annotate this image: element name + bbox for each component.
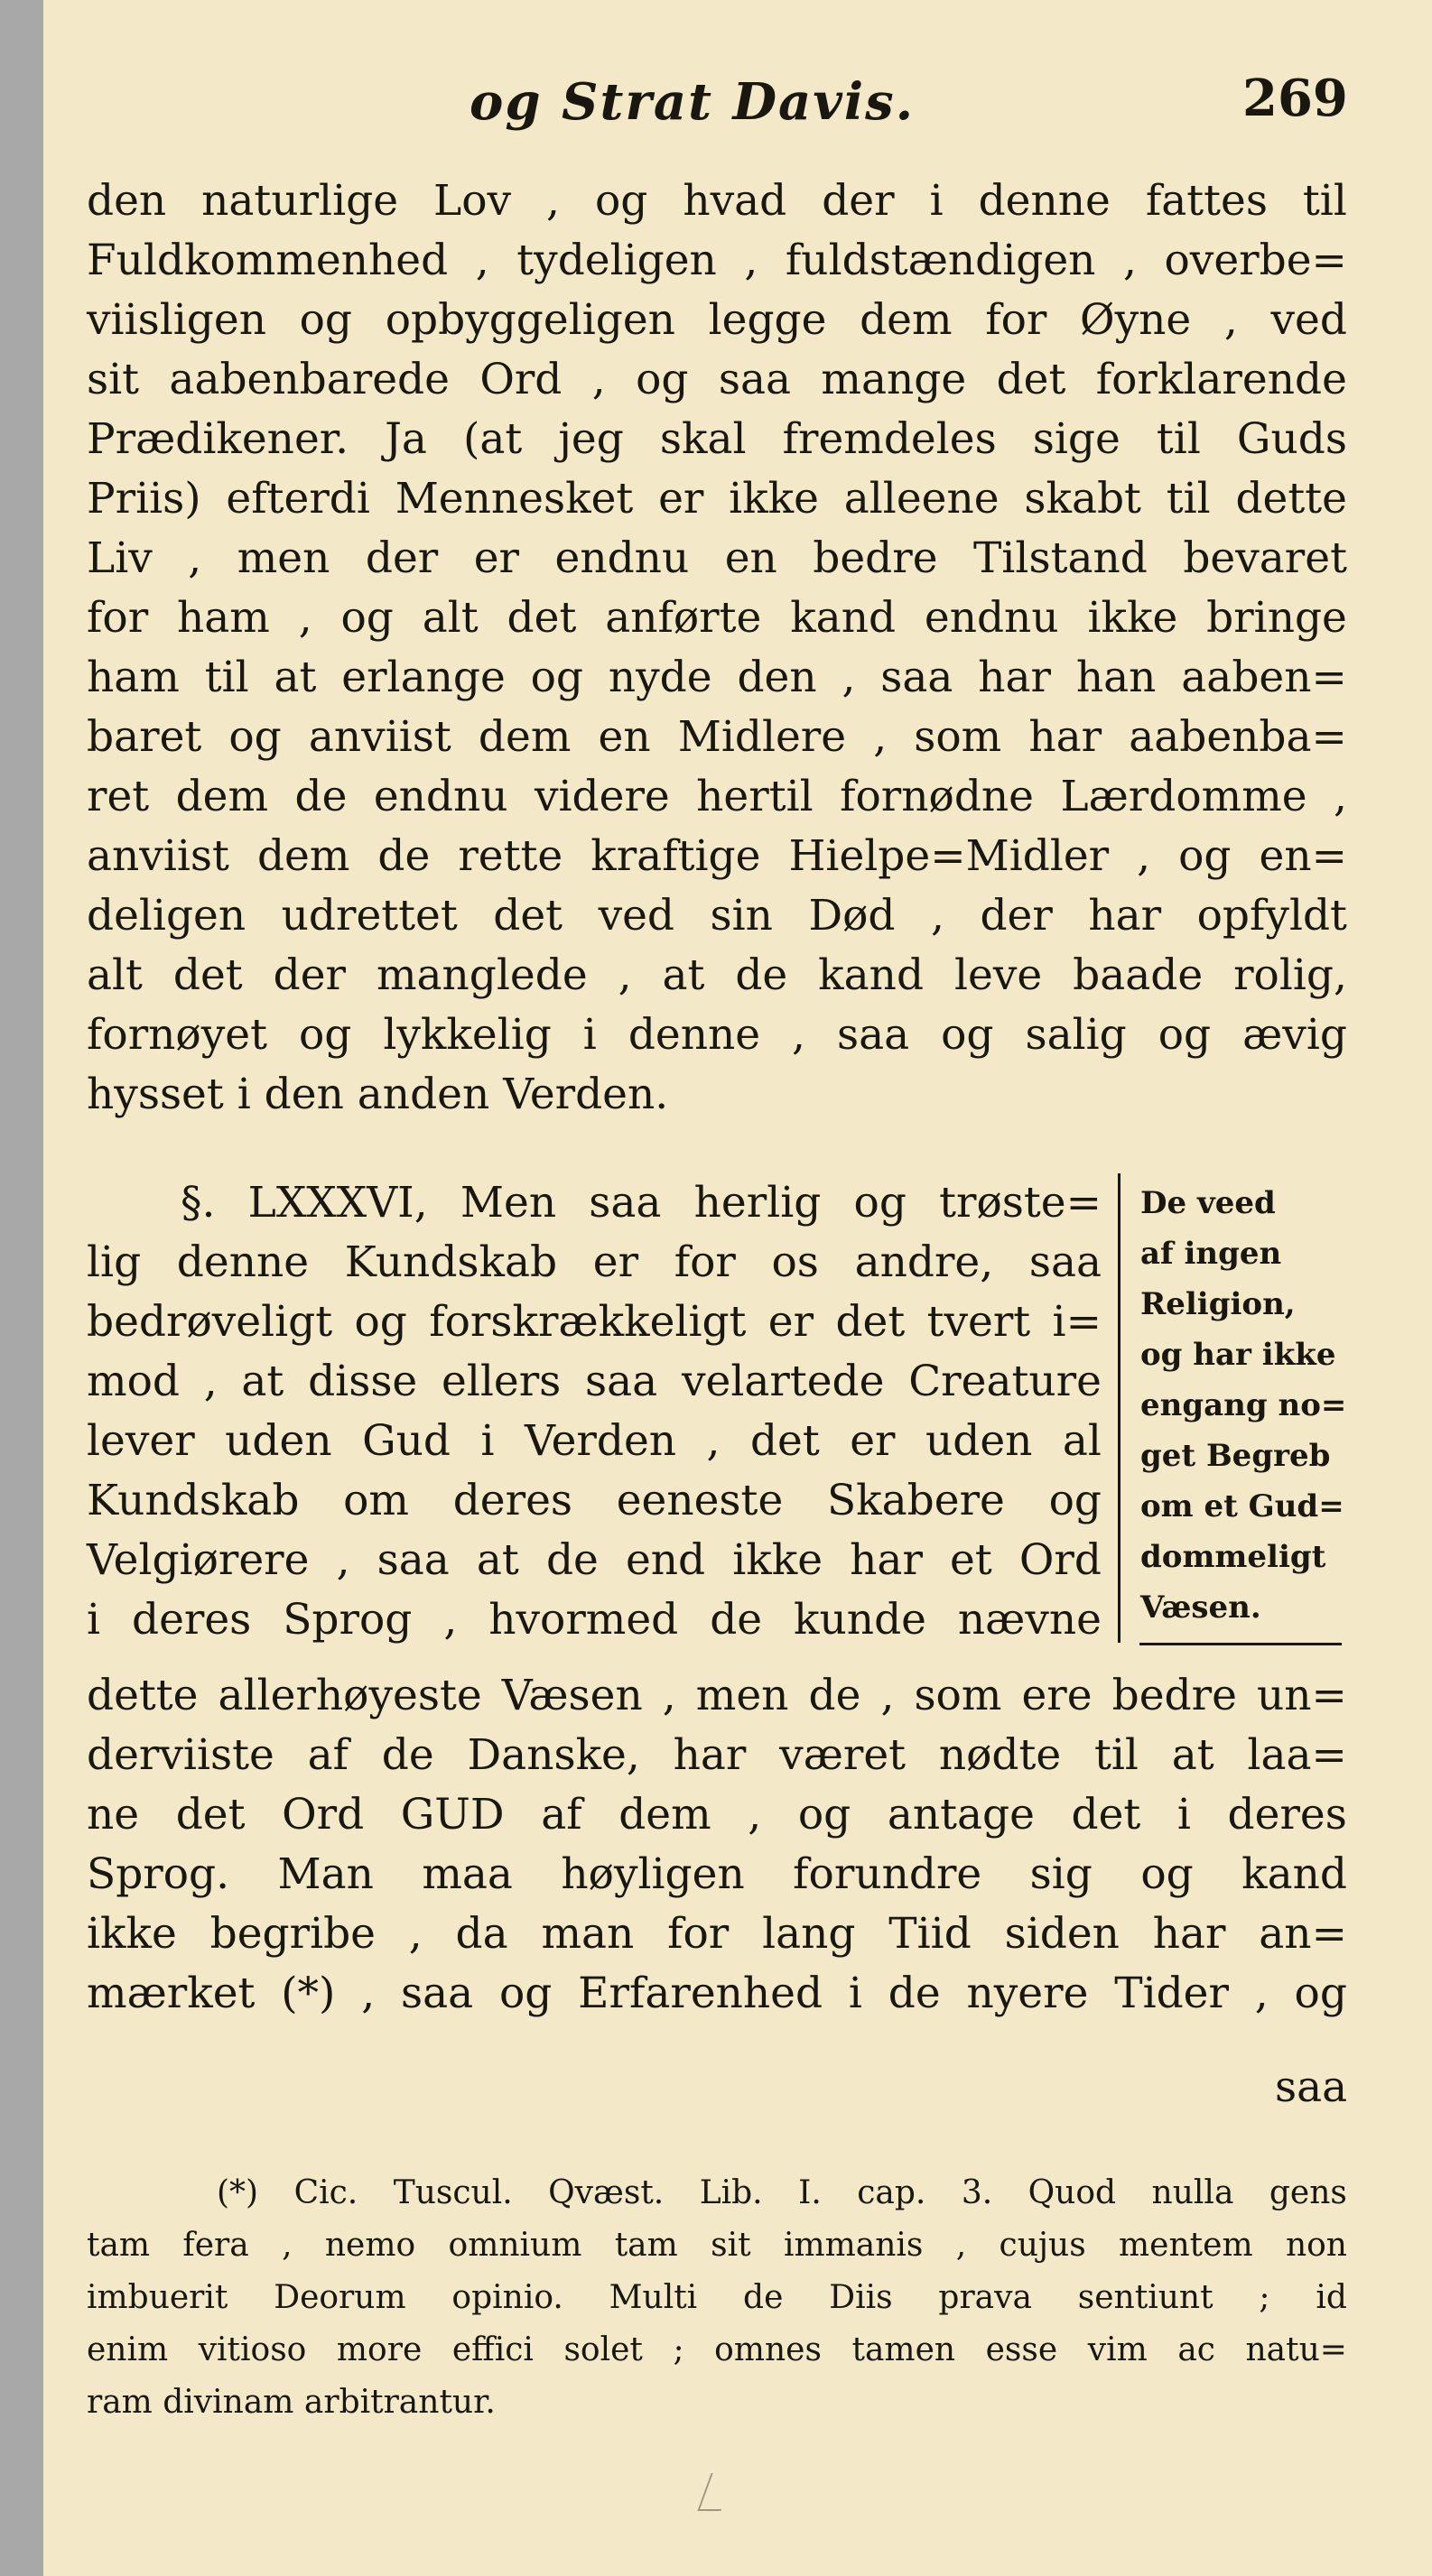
margin-note-line: og har ikke <box>1140 1337 1336 1373</box>
section-heading-line: §. LXXXVI, Men saa herlig og trøste= <box>181 1178 1102 1228</box>
text-line: Priis) efterdi Mennesket er ikke alleene skabt til dette <box>87 474 1347 524</box>
text-line: viisligen og opbyggeligen legge dem for Øyne , ved <box>87 295 1347 345</box>
text-line: fornøyet og lykkelig i denne , saa og salig og ævig <box>87 1010 1347 1060</box>
text-line: derviiste af de Danske, har været nødte til at laa= <box>87 1730 1347 1780</box>
footnote-line: tam fera , nemo omnium tam sit immanis , cujus mentem non <box>87 2227 1347 2264</box>
text-line: i deres Sprog , hvormed de kunde nævne <box>87 1595 1102 1645</box>
text-line: for ham , og alt det anførte kand endnu ikke bringe <box>87 593 1347 643</box>
margin-note-line: af ingen <box>1140 1236 1282 1272</box>
margin-note-rule <box>1139 1643 1342 1645</box>
page-number: 269 <box>1242 69 1348 128</box>
text-line: deligen udrettet det ved sin Død , der har opfyldt <box>87 891 1347 941</box>
text-line: dette allerhøyeste Væsen , men de , som ere bedre un= <box>87 1671 1347 1720</box>
text-line: ham til at erlange og nyde den , saa har han aaben= <box>87 653 1347 702</box>
text-line: ikke begribe , da man for lang Tiid siden har an= <box>87 1909 1347 1959</box>
footnote-line: ram divinam arbitrantur. <box>87 2384 496 2421</box>
text-line: Fuldkommenhed , tydeligen , fuldstændigen , overbe= <box>87 236 1347 285</box>
margin-note-line: get Begreb <box>1140 1438 1331 1474</box>
text-line: mærket (*) , saa og Erfarenhed i de nyere Tider , og <box>87 1969 1347 2018</box>
text-line: anviist dem de rette kraftige Hielpe=Midler , og en= <box>87 831 1347 881</box>
footnote-line: imbuerit Deorum opinio. Multi de Diis prava sentiunt ; id <box>87 2279 1347 2316</box>
text-line: lever uden Gud i Verden , det er uden al <box>87 1416 1102 1466</box>
text-line: Prædikener. Ja (at jeg skal fremdeles sige til Guds <box>87 414 1347 464</box>
text-line: ne det Ord GUD af dem , og antage det i deres <box>87 1790 1347 1839</box>
text-line: Sprog. Man maa høyligen forundre sig og kand <box>87 1849 1347 1899</box>
text-line: den naturlige Lov , og hvad der i denne fattes til <box>87 176 1347 226</box>
margin-note-line: De veed <box>1140 1185 1276 1221</box>
margin-note <box>1118 1173 1357 1643</box>
margin-note-line: om et Gud= <box>1140 1488 1344 1524</box>
footnote-line: enim vitioso more effici solet ; omnes tamen esse vim ac natu= <box>87 2331 1347 2368</box>
margin-note-line: dommeligt <box>1140 1539 1326 1575</box>
text-line: Kundskab om deres eeneste Skabere og <box>87 1476 1102 1525</box>
text-line: ret dem de endnu videre hertil fornødne Lærdomme , <box>87 772 1347 821</box>
catchword: saa <box>1275 2062 1348 2112</box>
text-line: Liv , men der er endnu en bedre Tilstand bevaret <box>87 533 1347 583</box>
footnote-line: (*) Cic. Tuscul. Qvæst. Lib. I. cap. 3. Quod nulla gens <box>217 2174 1347 2211</box>
text-line: bedrøveligt og forskrækkeligt er det tvert i= <box>87 1297 1102 1347</box>
text-line: alt det der manglede , at de kand leve baade rolig, <box>87 950 1347 1000</box>
text-line: mod , at disse ellers saa velartede Creature <box>87 1357 1102 1406</box>
margin-note-line: engang no= <box>1140 1387 1347 1423</box>
text-line: lig denne Kundskab er for os andre, saa <box>87 1237 1102 1287</box>
margin-note-line: Religion, <box>1140 1286 1296 1322</box>
page-header <box>0 63 1432 135</box>
running-title: og Strat Davis. <box>470 72 916 132</box>
text-line: Velgiørere , saa at de end ikke har et Ord <box>87 1535 1102 1585</box>
text-line: sit aabenbarede Ord , og saa mange det forklarende <box>87 355 1347 404</box>
text-line: hysset i den anden Verden. <box>87 1070 669 1119</box>
text-line: baret og anviist dem en Midlere , som har aabenba= <box>87 712 1347 762</box>
page-edge <box>0 0 43 2576</box>
margin-note-line: Væsen. <box>1140 1589 1261 1626</box>
